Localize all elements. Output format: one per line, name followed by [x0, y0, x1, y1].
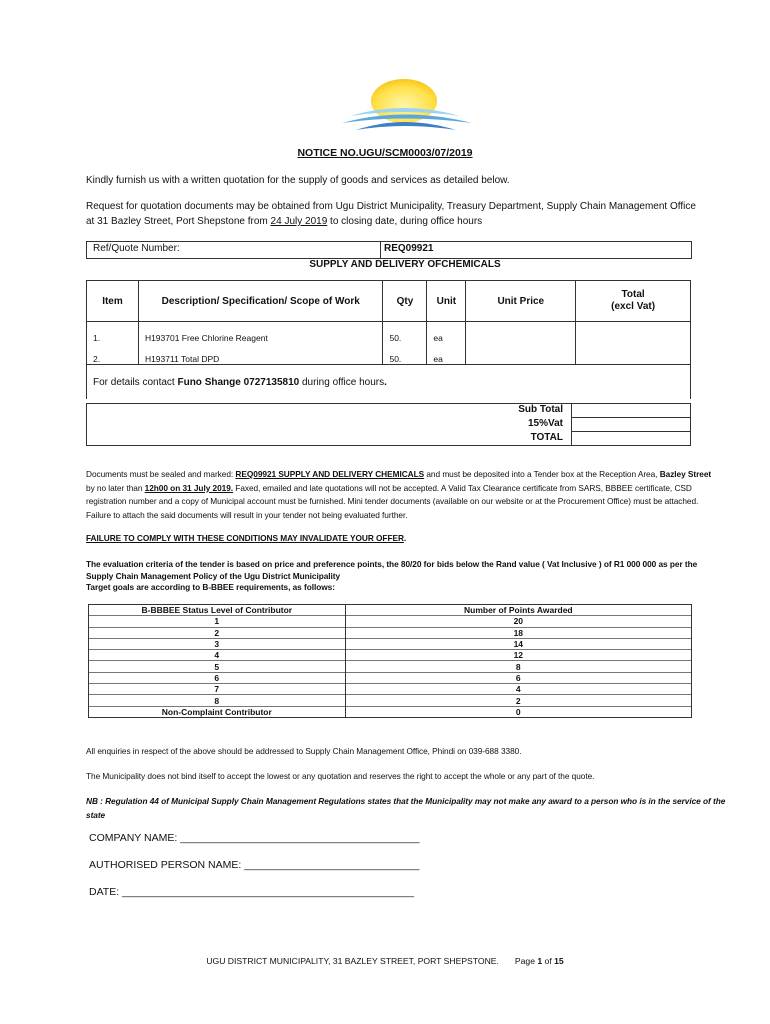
footer-address: UGU DISTRICT MUNICIPALITY, 31 BAZLEY STREET, PORT SHEPSTONE.	[206, 956, 499, 966]
intro-text: Kindly furnish us with a written quotation for the supply of goods and services as detailed below.	[86, 175, 510, 186]
table-row: 1 20	[89, 616, 692, 627]
table-row: 6 6	[89, 672, 692, 683]
date-field[interactable]: DATE: __________________________________________________	[89, 886, 415, 898]
table-row: 4 12	[89, 650, 692, 661]
table-row: Non-Complaint Contributor 0	[89, 706, 692, 717]
contact-row: For details contact Funo Shange 0727135810 during office hours.	[87, 365, 691, 400]
bbbee-points-table	[88, 604, 692, 718]
table-row: 2 18	[89, 627, 692, 638]
table-row: 7 4	[89, 684, 692, 695]
table-row: 2. H193711 Total DPD 50. ea	[87, 343, 691, 365]
header-unit-price: Unit Price	[466, 281, 576, 322]
company-name-field[interactable]: COMPANY NAME: _________________________________________	[89, 832, 420, 844]
vat-label: 15%Vat	[527, 418, 563, 429]
section-title: SUPPLY AND DELIVERY OFCHEMICALS	[309, 259, 501, 270]
header-total: Total (excl Vat)	[576, 281, 691, 322]
table-row: 3 14	[89, 638, 692, 649]
items-header-row	[87, 281, 691, 322]
failure-warning: FAILURE TO COMPLY WITH THESE CONDITIONS MAY INVALIDATE YOUR OFFER.	[86, 533, 407, 543]
enquiries-text: All enquiries in respect of the above should be addressed to Supply Chain Management Office, Phindi on 039-688 3380.	[86, 746, 522, 756]
evaluation-criteria: The evaluation criteria of the tender is based on price and preference points, the 80/20 for bids below the Rand value ( Vat Inclusive ) of R1 000 000 as per the Supply Chain Management Policy of the Ugu District Municipality Target goals are according to B-BBEE requirements, as follows:	[86, 559, 698, 592]
documents-instructions: Documents must be sealed and marked: REQ09921 SUPPLY AND DELIVERY CHEMICALS and must be deposited into a Tender box at the Reception Area, Bazley Street by no later than 12h00 on 31 July 2019. Faxed, emailed and late quotations will not be accepted. A Valid Tax Clearance certificate from SARS, BBBEE certificate, CSD registration number and a copy of Municipal account must be furnished. Mini tender documents (available on our website or at the Procurement Office) must be attached. Failure to attach the said documents will result in your tender not being evaluated further.	[86, 469, 712, 520]
nb-regulation: NB : Regulation 44 of Municipal Supply Chain Management Regulations states that the Municipality may not make any award to a person who is in the service of the state	[86, 796, 726, 820]
request-text: Request for quotation documents may be obtained from Ugu District Municipality, Treasury Department, Supply Chain Management Office at 31 Bazley Street, Port Shepstone from 24 July 2019 to closing date, during office hours	[86, 201, 696, 227]
total-label: TOTAL	[530, 432, 563, 443]
contact-name: Funo Shange 0727135810	[177, 376, 300, 388]
notice-title: NOTICE NO.UGU/SCM0003/07/2019	[297, 147, 473, 159]
header-description: Description/ Specification/ Scope of Work	[138, 281, 383, 322]
page-number: 1	[537, 956, 543, 966]
table-row: 5 8	[89, 661, 692, 672]
request-date: 24 July 2019	[270, 216, 328, 227]
table-row: 1. H193701 Free Chlorine Reagent 50. ea	[87, 322, 691, 344]
header-qty: Qty	[383, 281, 427, 322]
header-item: Item	[87, 281, 139, 322]
municipality-note: The Municipality does not bind itself to accept the lowest or any quotation and reserves the right to accept the whole or any part of the quote.	[86, 771, 595, 781]
table-row: 8 2	[89, 695, 692, 706]
ref-value: REQ09921	[384, 243, 434, 254]
authorised-person-field[interactable]: AUTHORISED PERSON NAME: ______________________________	[89, 859, 420, 871]
items-table	[86, 280, 691, 399]
header-unit: Unit	[427, 281, 466, 322]
page-footer: UGU DISTRICT MUNICIPALITY, 31 BAZLEY STREET, PORT SHEPSTONE. Page 1 of 15	[206, 956, 564, 966]
ugu-logo	[332, 78, 477, 140]
ref-label: Ref/Quote Number:	[93, 243, 180, 254]
subtotal-label: Sub Total	[518, 404, 563, 415]
table-row: B-BBBEE Status Level of Contributor Number of Points Awarded	[89, 605, 692, 616]
ref-quote-box	[86, 241, 692, 259]
page-total: 15	[554, 956, 564, 966]
